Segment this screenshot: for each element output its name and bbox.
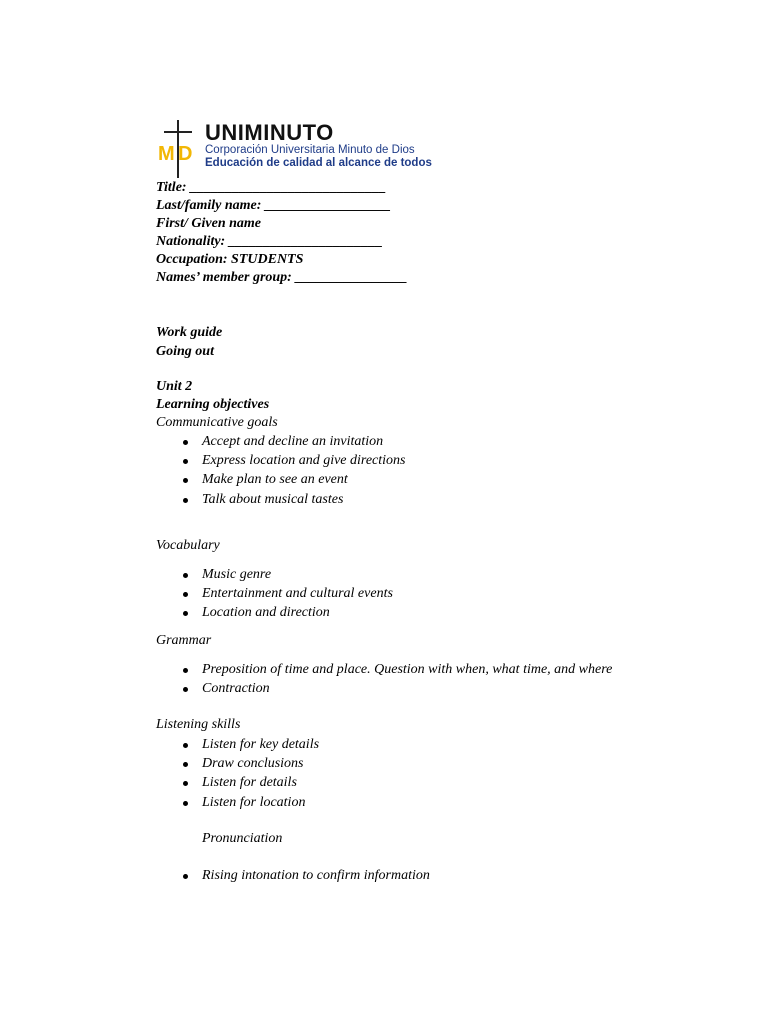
- bullet-icon: [181, 491, 191, 509]
- bullet-icon: [181, 794, 191, 812]
- pronunciation-label: Pronunciation: [202, 831, 283, 846]
- grammar-label: Grammar: [156, 633, 212, 648]
- logo-name: UNIMINUTO: [205, 120, 334, 145]
- bullet-icon: [181, 661, 191, 679]
- listening-skills-label: Listening skills: [156, 717, 241, 732]
- uniminuto-logo: [156, 118, 432, 180]
- going-out-heading: Going out: [156, 344, 214, 359]
- bullet-icon: [181, 585, 191, 603]
- list-item: Accept and decline an invitation: [202, 434, 384, 449]
- nationality-field: Nationality: ______________________: [156, 234, 383, 249]
- list-item: Listen for location: [202, 795, 306, 810]
- svg-text:D: D: [178, 143, 193, 165]
- occupation-field: Occupation: STUDENTS: [156, 252, 304, 267]
- bullet-icon: [181, 471, 191, 489]
- logo-tagline: Educación de calidad al alcance de todos: [205, 157, 432, 169]
- list-item: Contraction: [202, 681, 270, 696]
- list-item: Make plan to see an event: [202, 472, 348, 487]
- svg-text:M: M: [158, 143, 175, 165]
- bullet-icon: [181, 736, 191, 754]
- list-item: Express location and give directions: [202, 453, 406, 468]
- list-item: Entertainment and cultural events: [202, 586, 393, 601]
- logo-subtitle: Corporación Universitaria Minuto de Dios: [205, 144, 415, 156]
- md-logo-icon: [156, 118, 204, 180]
- unit-heading: Unit 2: [156, 379, 193, 394]
- learning-objectives-heading: Learning objectives: [156, 397, 270, 412]
- list-item: Talk about musical tastes: [202, 492, 344, 507]
- bullet-icon: [181, 604, 191, 622]
- bullet-icon: [181, 452, 191, 470]
- work-guide-heading: Work guide: [156, 325, 223, 340]
- group-field: Names’ member group: ________________: [156, 270, 408, 285]
- bullet-icon: [181, 867, 191, 885]
- list-item: Preposition of time and place. Question with when, what time, and where: [202, 662, 613, 677]
- bullet-icon: [181, 433, 191, 451]
- list-item: Music genre: [202, 567, 272, 582]
- bullet-icon: [181, 774, 191, 792]
- list-item: Listen for details: [202, 775, 297, 790]
- vocabulary-label: Vocabulary: [156, 538, 220, 553]
- communicative-goals-label: Communicative goals: [156, 415, 278, 430]
- title-field: Title: ____________________________: [156, 180, 387, 195]
- bullet-icon: [181, 566, 191, 584]
- first-name-field: First/ Given name: [156, 216, 262, 231]
- list-item: Location and direction: [202, 605, 330, 620]
- bullet-icon: [181, 755, 191, 773]
- last-name-field: Last/family name: __________________: [156, 198, 391, 213]
- list-item: Draw conclusions: [202, 756, 304, 771]
- list-item: Listen for key details: [202, 737, 320, 752]
- bullet-icon: [181, 680, 191, 698]
- list-item: Rising intonation to confirm information: [202, 868, 430, 883]
